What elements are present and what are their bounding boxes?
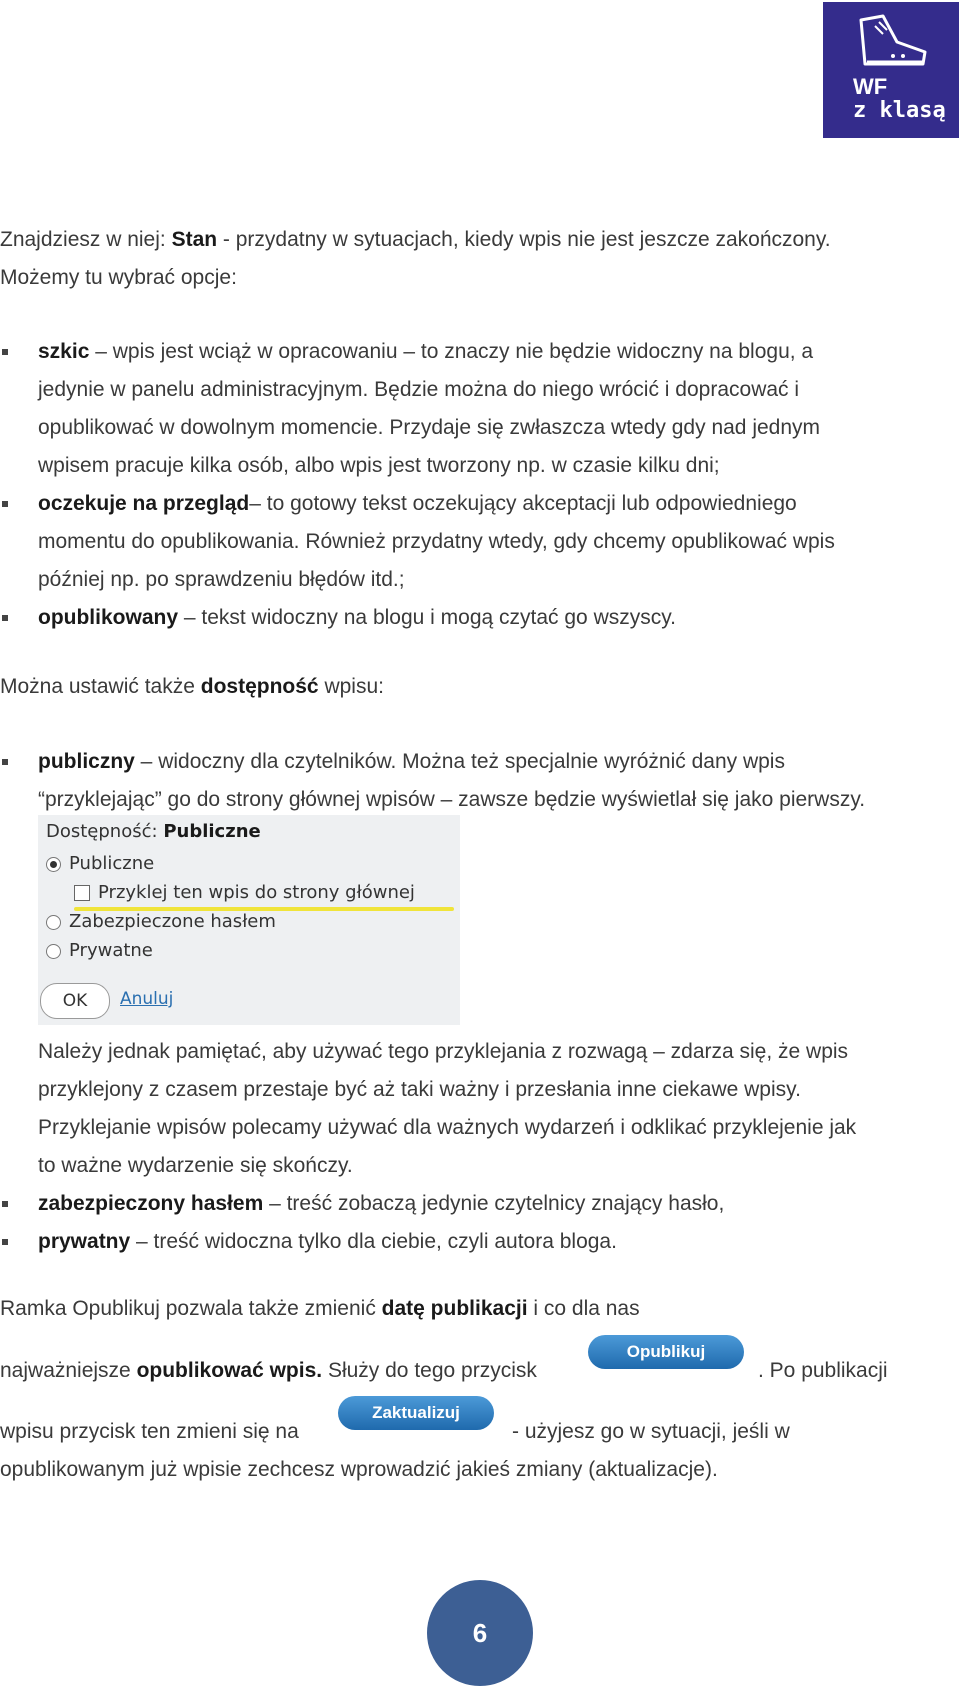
note-line-2: przyklejony z czasem przestaje być aż taki ważny i przesłania inne ciekawe wpisy. bbox=[38, 1078, 801, 1101]
status-draft-line-4: wpisem pracuje kilka osób, albo wpis jest tworzony np. w czasie kilku dni; bbox=[38, 454, 720, 477]
note-line-1: Należy jednak pamiętać, aby używać tego przyklejania z rozwagą – zdarza się, że wpis bbox=[38, 1040, 849, 1063]
publish-line-3: wpisu przycisk ten zmieni się na bbox=[0, 1420, 299, 1443]
bullet-icon bbox=[2, 759, 8, 765]
logo-text-z-klasa: z klasą bbox=[853, 98, 946, 123]
intro-line-2: Możemy tu wybrać opcje: bbox=[0, 266, 237, 289]
note-line-4: to ważne wydarzenie się skończy. bbox=[38, 1154, 353, 1177]
status-published-line: opublikowany – tekst widoczny na blogu i mogą czytać go wszyscy. bbox=[38, 606, 677, 629]
radio-icon bbox=[46, 944, 61, 959]
radio-selected-icon bbox=[46, 857, 61, 872]
intro-line-1: Znajdziesz w niej: Stan - przydatny w sytuacjach, kiedy wpis nie jest jeszcze zakończony. bbox=[0, 228, 831, 251]
radio-password: Zabezpieczone hasłem bbox=[46, 911, 276, 932]
sneaker-icon bbox=[853, 12, 933, 74]
visibility-public-line-2: “przyklejając” go do strony głównej wpisów – zawsze będzie wyświetlał się jako pierwszy. bbox=[38, 788, 866, 811]
status-draft-line-2: jedynie w panelu administracyjnym. Będzie można do niego wrócić i dopracować i bbox=[38, 378, 800, 401]
bullet-icon bbox=[2, 615, 8, 621]
bullet-icon bbox=[2, 349, 8, 355]
status-review-line-1: oczekuje na przegląd– to gotowy tekst oczekujący akceptacji lub odpowiedniego bbox=[38, 492, 797, 515]
publish-line-2: najważniejsze opublikować wpis. Służy do tego przycisk bbox=[0, 1359, 537, 1382]
bullet-icon bbox=[2, 1239, 8, 1245]
page-number: 6 bbox=[427, 1580, 533, 1686]
publish-line-4: opublikowanym już wpisie zechcesz wprowadzić jakieś zmiany (aktualizacje). bbox=[0, 1458, 718, 1481]
note-line-3: Przyklejanie wpisów polecamy używać dla ważnych wydarzeń i odklikać przyklejenie jak bbox=[38, 1116, 857, 1139]
wf-z-klasa-logo bbox=[823, 2, 959, 138]
bullet-icon bbox=[2, 501, 8, 507]
publish-line-2-end: . Po publikacji bbox=[758, 1359, 888, 1382]
sticky-checkbox: Przyklej ten wpis do strony głównej bbox=[74, 882, 415, 903]
checkbox-icon bbox=[74, 885, 90, 901]
cancel-link: Anuluj bbox=[120, 989, 174, 1009]
visibility-intro: Można ustawić także dostępność wpisu: bbox=[0, 675, 384, 698]
status-draft-line-1: szkic – wpis jest wciąż w opracowaniu – to znaczy nie będzie widoczny na blogu, a bbox=[38, 340, 814, 363]
status-review-line-2: momentu do opublikowania. Również przydatny wtedy, gdy chcemy opublikować wpis bbox=[38, 530, 835, 553]
publish-button-image: Opublikuj bbox=[588, 1335, 744, 1369]
bullet-icon bbox=[2, 1201, 8, 1207]
ok-button: OK bbox=[40, 983, 110, 1019]
update-button-image: Zaktualizuj bbox=[338, 1396, 494, 1430]
visibility-public-line-1: publiczny – widoczny dla czytelników. Można też specjalnie wyróżnić dany wpis bbox=[38, 750, 785, 773]
publish-line-1: Ramka Opublikuj pozwala także zmienić datę publikacji i co dla nas bbox=[0, 1297, 640, 1320]
radio-public: Publiczne bbox=[46, 853, 154, 874]
logo-text-wf: WF bbox=[853, 74, 888, 99]
visibility-private-line: prywatny – treść widoczna tylko dla ciebie, czyli autora bloga. bbox=[38, 1230, 617, 1253]
status-review-line-3: później np. po sprawdzeniu błędów itd.; bbox=[38, 568, 405, 591]
visibility-settings-screenshot bbox=[38, 815, 460, 1025]
radio-icon bbox=[46, 915, 61, 930]
publish-line-3-end: - użyjesz go w sytuacji, jeśli w bbox=[512, 1420, 790, 1443]
status-draft-line-3: opublikować w dowolnym momencie. Przydaje się zwłaszcza wtedy gdy nad jednym bbox=[38, 416, 821, 439]
visibility-password-line: zabezpieczony hasłem – treść zobaczą jedynie czytelnicy znający hasło, bbox=[38, 1192, 725, 1215]
radio-private: Prywatne bbox=[46, 940, 153, 961]
visibility-title: Dostępność: Publiczne bbox=[46, 821, 261, 842]
